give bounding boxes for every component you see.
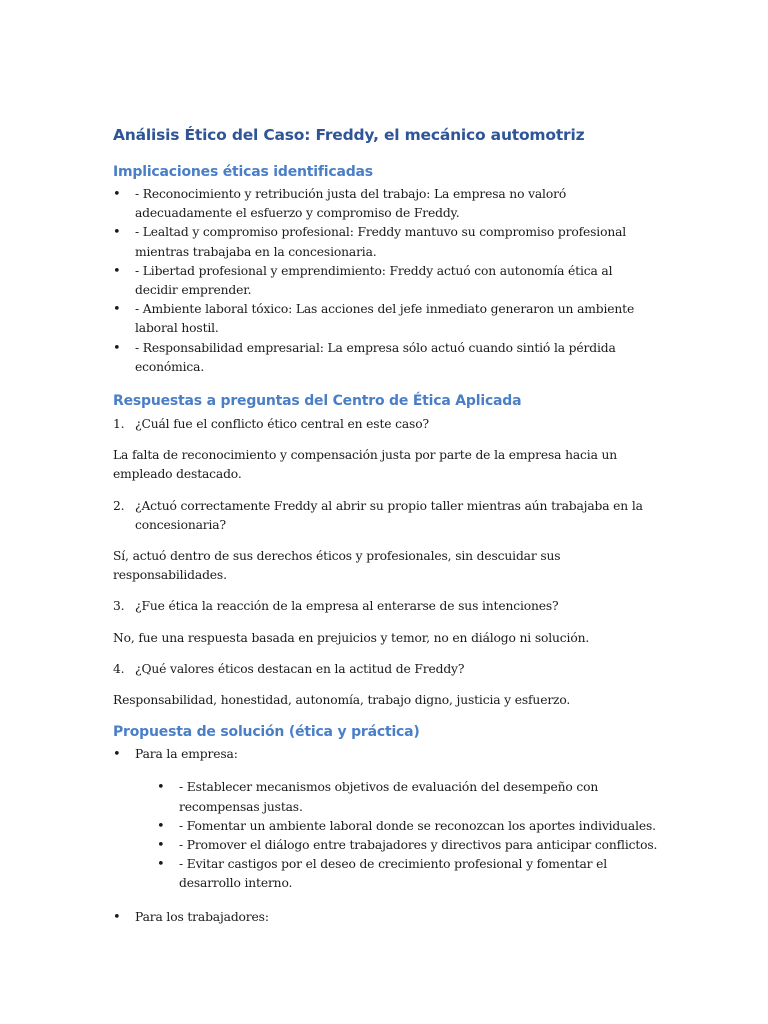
list-item: • - Ambiente laboral tóxico: Las acciones del jefe inmediato generaron un ambiente laboral hostil. bbox=[113, 302, 635, 336]
section-heading-respuestas: Respuestas a preguntas del Centro de Ética Aplicada bbox=[113, 393, 522, 410]
question-item bbox=[113, 597, 658, 616]
answer-paragraph: Sí, actuó dentro de sus derechos éticos y profesionales, sin descuidar sus responsabilidades. bbox=[113, 549, 561, 583]
question-text: ¿Fue ética la reacción de la empresa al enterarse de sus intenciones? bbox=[135, 599, 559, 614]
bullet-icon: • bbox=[113, 263, 121, 279]
bullet-icon: • bbox=[157, 818, 165, 834]
question-text: ¿Actuó correctamente Freddy al abrir su propio taller mientras aún trabajaba en la concesionaria? bbox=[135, 498, 643, 532]
section-heading-implicaciones: Implicaciones éticas identificadas bbox=[113, 164, 373, 180]
list-item: • - Lealtad y compromiso profesional: Freddy mantuvo su compromiso profesional mientras trabajaba en la concesionaria. bbox=[113, 225, 627, 259]
question-item bbox=[113, 497, 658, 535]
trabajadores-label: Para los trabajadores: bbox=[135, 909, 269, 924]
document-title: Análisis Ético del Caso: Freddy, el mecánico automotriz bbox=[113, 126, 585, 144]
bullet-icon: • bbox=[113, 340, 121, 356]
bullet-icon: • bbox=[157, 857, 165, 873]
bullet-icon: • bbox=[157, 780, 165, 796]
question-number: 1. bbox=[113, 417, 125, 432]
list-item: • - Responsabilidad empresarial: La empresa sólo actuó cuando sintió la pérdida económica. bbox=[113, 340, 616, 374]
answer-paragraph: No, fue una respuesta basada en prejuicios y temor, no en diálogo ni solución. bbox=[113, 630, 590, 645]
list-item: • - Fomentar un ambiente laboral donde se reconozcan los aportes individuales. bbox=[157, 817, 658, 836]
question-item bbox=[113, 415, 658, 434]
list-item-trabajadores bbox=[113, 908, 658, 927]
question-item bbox=[113, 660, 658, 679]
bullet-icon: • bbox=[113, 187, 121, 202]
section-heading-propuesta: Propuesta de solución (ética y práctica) bbox=[113, 724, 420, 741]
empresa-sublist bbox=[157, 778, 658, 893]
bullet-icon: • bbox=[113, 302, 121, 318]
document-body bbox=[113, 124, 658, 927]
question-number: 2. bbox=[113, 498, 125, 513]
list-item: • - Establecer mecanismos objetivos de evaluación del desempeño con recompensas justas. bbox=[157, 780, 599, 814]
propuesta-list bbox=[113, 745, 658, 927]
empresa-label: Para la empresa: bbox=[135, 747, 238, 762]
answer-paragraph: La falta de reconocimiento y compensación justa por parte de la empresa hacia un empleado destacado. bbox=[113, 448, 618, 482]
bullet-icon: • bbox=[113, 225, 121, 241]
list-item: • - Evitar castigos por el deseo de crecimiento profesional y fomentar el desarrollo interno. bbox=[157, 857, 608, 891]
question-number: 3. bbox=[113, 599, 125, 614]
answer-paragraph: Responsabilidad, honestidad, autonomía, trabajo digno, justicia y esfuerzo. bbox=[113, 693, 571, 708]
list-item-empresa bbox=[113, 745, 658, 893]
question-text: ¿Qué valores éticos destacan en la actitud de Freddy? bbox=[135, 661, 465, 676]
bullet-icon: • bbox=[113, 747, 121, 763]
bullet-icon: • bbox=[157, 838, 165, 854]
list-item: • - Reconocimiento y retribución justa del trabajo: La empresa no valoró adecuadamente el esfuerzo y compromiso de Freddy. bbox=[113, 187, 567, 221]
list-item: • - Libertad profesional y emprendimiento: Freddy actuó con autonomía ética al decidir emprender. bbox=[113, 263, 613, 298]
list-item: • - Promover el diálogo entre trabajadores y directivos para anticipar conflictos. bbox=[157, 836, 658, 855]
question-number: 4. bbox=[113, 661, 125, 676]
implicaciones-list bbox=[113, 185, 658, 377]
bullet-icon: • bbox=[113, 909, 121, 925]
question-text: ¿Cuál fue el conflicto ético central en este caso? bbox=[135, 417, 429, 432]
